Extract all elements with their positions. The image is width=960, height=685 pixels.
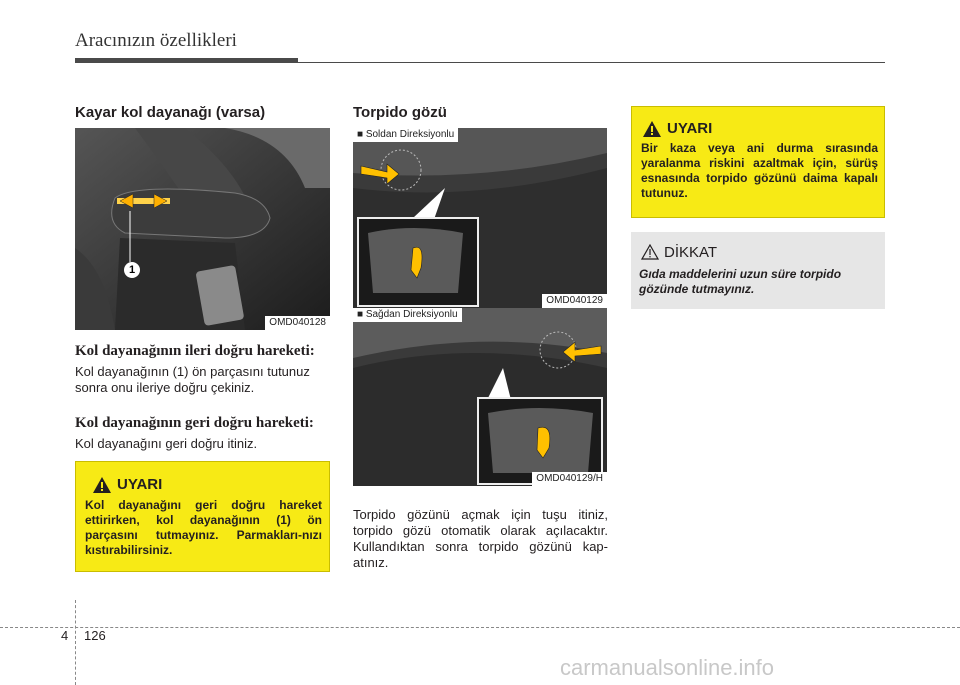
warning-icon bbox=[92, 476, 112, 494]
glovebox-title: Torpido gözü bbox=[353, 104, 447, 121]
header-rule-thick bbox=[75, 58, 298, 63]
armrest-warning-box bbox=[75, 461, 330, 572]
glovebox-warning-body: Bir kaza veya ani durma sırasında yaralanma riskini azaltmak için, sürüş esnasında torpido gözünü daima kapalı tutunuz. bbox=[641, 141, 878, 200]
glovebox-warning-title: UYARI bbox=[667, 120, 713, 137]
footer-vertical-rule bbox=[75, 600, 76, 685]
glovebox-caution-box bbox=[631, 232, 885, 309]
glovebox-rhd-code: OMD040129/H bbox=[532, 472, 607, 486]
glovebox-caution-title: DİKKAT bbox=[664, 244, 718, 261]
footer-section-number: 4 bbox=[61, 628, 69, 643]
footer-dashed-rule bbox=[0, 627, 960, 628]
armrest-backward-text: Kol dayanağını geri doğru itiniz. bbox=[75, 436, 258, 451]
warning-icon bbox=[642, 120, 662, 138]
glovebox-photo-lhd bbox=[353, 128, 607, 308]
caution-icon bbox=[641, 244, 659, 260]
armrest-photo-code: OMD040128 bbox=[265, 316, 330, 330]
armrest-forward-heading: Kol dayanağının ileri doğru hareketi: bbox=[75, 343, 315, 359]
header-rule-thin bbox=[298, 62, 885, 63]
glovebox-rhd-label: ■ Sağdan Direksiyonlu bbox=[353, 308, 462, 322]
armrest-warning-body: Kol dayanağını geri doğru hareket ettirirken, kol dayanağının (1) ön parçasını tutmayınız. Parmakları-nızı kıstırabilirsiniz. bbox=[85, 498, 322, 557]
armrest-title: Kayar kol dayanağı (varsa) bbox=[75, 104, 266, 121]
watermark: carmanualsonline.info bbox=[560, 655, 775, 680]
armrest-warning-title: UYARI bbox=[117, 476, 163, 493]
glovebox-lhd-label: ■ Soldan Direksiyonlu bbox=[353, 128, 458, 142]
armrest-backward-heading: Kol dayanağının geri doğru hareketi: bbox=[75, 415, 314, 431]
glovebox-warning-box bbox=[631, 106, 885, 218]
page-header-title: Aracınızın özellikleri bbox=[75, 30, 237, 51]
footer-page-number: 126 bbox=[84, 628, 106, 643]
armrest-forward-text: Kol dayanağının (1) ön parçasını tutunuz sonra onu ileriye doğru çekiniz. bbox=[75, 364, 310, 395]
glovebox-photo-rhd bbox=[353, 308, 607, 486]
armrest-callout-1: 1 bbox=[124, 262, 140, 278]
glovebox-caution-body: Gıda maddelerini uzun süre torpido gözünde tutmayınız. bbox=[639, 267, 842, 296]
armrest-photo bbox=[75, 128, 330, 330]
glovebox-lhd-code: OMD040129 bbox=[542, 294, 607, 308]
glovebox-body-text: Torpido gözünü açmak için tuşu itiniz, torpido gözü otomatik olarak açılacaktır. Kullandıktan sonra torpido gözünü kap-atınız. bbox=[353, 507, 608, 570]
